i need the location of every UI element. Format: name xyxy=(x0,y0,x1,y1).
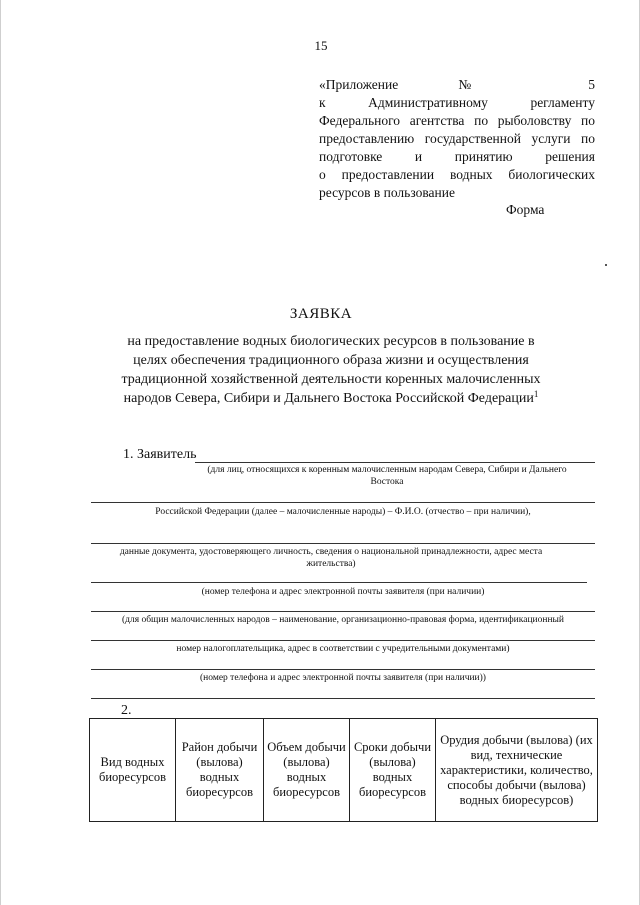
annex-line: предоставлению государственной услуги по xyxy=(319,131,595,146)
subtitle-line: народов Севера, Сибири и Дальнего Востока Российской Федерации xyxy=(123,391,534,406)
applicant-note: Российской Федерации (далее – малочисленные народы) – Ф.И.О. (отчество – при наличии), xyxy=(155,507,531,517)
footnote-mark: 1 xyxy=(533,389,539,399)
applicant-note: номер налогоплательщика, адрес в соответствии с учредительными документами) xyxy=(176,644,510,654)
applicant-fill-line[interactable] xyxy=(91,543,595,544)
annex-line: Федерального агентства по рыболовству по xyxy=(319,113,595,128)
applicant-fill-line[interactable] xyxy=(91,669,595,670)
annex-line: «Приложение № 5 xyxy=(319,77,595,92)
applicant-fill-line[interactable] xyxy=(91,502,595,503)
applicant-fill-line[interactable] xyxy=(195,462,595,463)
applicant-note: (для общин малочисленных народов – наименование, организационно-правовая форма, идентификационный xyxy=(121,615,565,625)
applicant-note: (для лиц, относящихся к коренным малочисленным народам Севера, Сибири и Дальнего Востока xyxy=(207,465,567,487)
applicant-fill-line[interactable] xyxy=(91,640,595,641)
subtitle-line: традиционной хозяйственной деятельности коренных малочисленных xyxy=(121,372,541,387)
annex-reference xyxy=(319,76,595,202)
applicant-label: 1. Заявитель xyxy=(123,447,197,462)
page-number: 15 xyxy=(314,38,328,53)
annex-line: подготовке и принятию решения xyxy=(319,149,595,164)
subtitle-line: на предоставление водных биологических ресурсов в пользование в xyxy=(127,334,535,349)
annex-line: ресурсов в пользование xyxy=(319,185,455,200)
column-header: Сроки добычи (вылова) водных биоресурсов xyxy=(350,719,436,822)
applicant-note: (номер телефона и адрес электронной почты заявителя (при наличии) xyxy=(201,587,485,597)
resources-table xyxy=(89,718,598,822)
table-header-row xyxy=(90,719,598,822)
applicant-fill-line[interactable] xyxy=(91,698,595,699)
section-2-label: 2. xyxy=(121,703,132,718)
scan-speck xyxy=(605,264,607,266)
applicant-note: данные документа, удостоверяющего личность, сведения о национальной принадлежности, адрес места жительства) xyxy=(119,547,543,569)
document-title: ЗАЯВКА xyxy=(289,306,353,322)
applicant-note: (номер телефона и адрес электронной почты заявителя (при наличии)) xyxy=(200,673,486,683)
column-header: Вид водных биоресурсов xyxy=(90,719,176,822)
annex-line: о предоставлении водных биологических xyxy=(319,167,595,182)
document-subtitle xyxy=(101,332,561,408)
subtitle-line: целях обеспечения традиционного образа жизни и осуществления xyxy=(133,353,529,368)
column-header: Орудия добычи (вылова) (их вид, технические характеристики, количество, способы добычи (вылова) водных биоресурсов) xyxy=(436,719,598,822)
annex-line: к Административному регламенту xyxy=(319,95,595,110)
form-label: Форма xyxy=(506,202,545,217)
applicant-fill-line[interactable] xyxy=(91,611,595,612)
column-header: Объем добычи (вылова) водных биоресурсов xyxy=(264,719,350,822)
applicant-fill-line[interactable] xyxy=(91,582,587,583)
column-header: Район добычи (вылова) водных биоресурсов xyxy=(176,719,264,822)
